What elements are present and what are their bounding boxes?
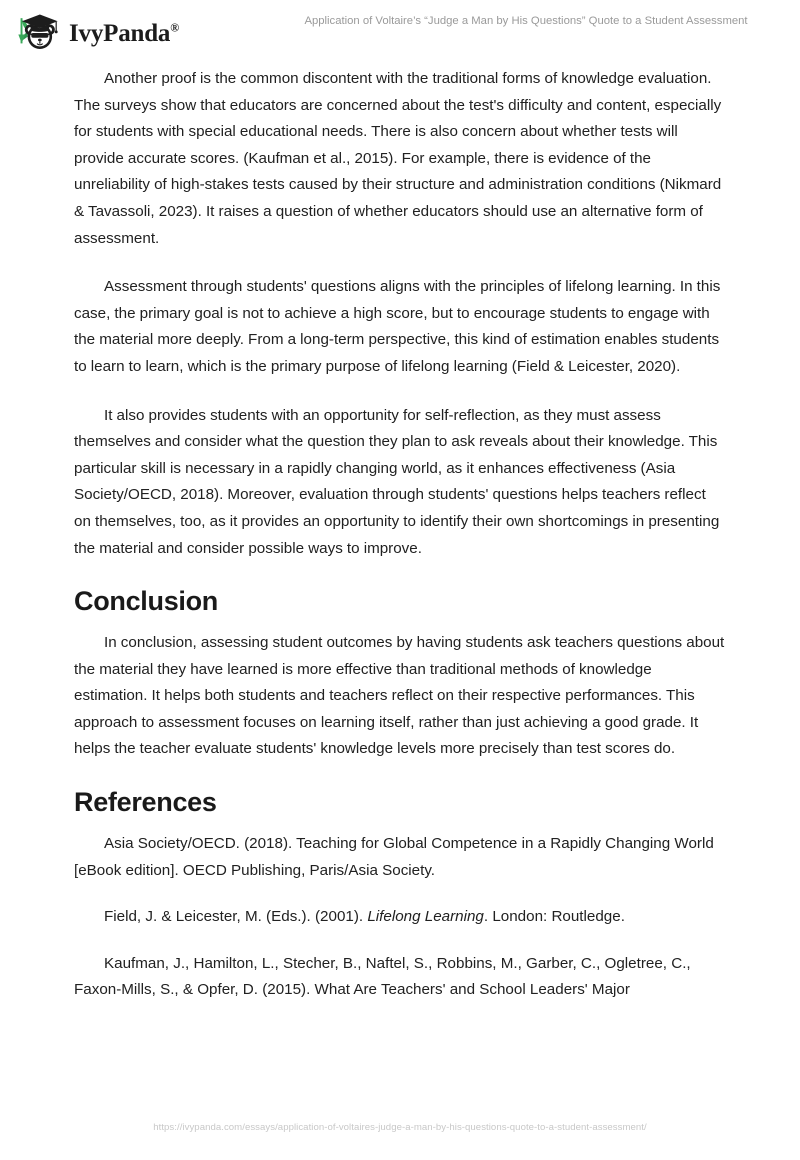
body-paragraph: Another proof is the common discontent with the traditional forms of knowledge evaluation. The surveys show that educators are concerned about the test's difficulty and content, especially for students with special educational needs. There is also concern about whether tests will provide accurate scores. (Kaufman et al., 2015). For example, there is evidence of the unreliability of high-stakes tests caused by their structure and administration conditions (Nikmard & Tavassoli, 2023). It raises a question of whether educators should use an alternative form of assessment.: [74, 70, 722, 247]
document-title-header: Application of Voltaire’s “Judge a Man by His Questions” Quote to a Student Assessment: [304, 15, 748, 27]
reference-title-italic: Lifelong Learning: [367, 908, 484, 926]
conclusion-paragraph: In conclusion, assessing student outcomes by having students ask teachers questions about the material they have learned is more effective than traditional methods of knowledge estimation. It helps both students and teachers reflect on their respective performances. This approach to assessment focuses on learning itself, rather than just achieving a good grade. It helps the teacher evaluate students' knowledge levels more precisely than test scores do.: [74, 634, 725, 758]
reference-entry: [74, 831, 726, 884]
brand-name: IvyPanda®: [69, 19, 179, 47]
reference-entry: [74, 951, 726, 1004]
reference-entry: [74, 904, 726, 931]
source-url[interactable]: https://ivypanda.com/essays/application-of-voltaires-judge-a-man-by-his-questions-quote-to-a-student-assessment/: [153, 1122, 647, 1133]
reference-text: Kaufman, J., Hamilton, L., Stecher, B., Naftel, S., Robbins, M., Garber, C., Ogletree, C., Faxon-Mills, S., & Opfer, D. (2015). What Are Teachers' and School Leaders' Major: [74, 954, 691, 999]
document-content: [74, 66, 726, 1024]
body-paragraph: It also provides students with an opportunity for self-reflection, as they must assess themselves and consider what the question they plan to ask reveals about their knowledge. This particular skill is necessary in a rapidly changing world, as it enhances effectiveness (Asia Society/OECD, 2018). Moreover, evaluation through students' questions helps teachers reflect on themselves, too, as it provides an opportunity to identify their own shortcomings in presenting the material and consider possible ways to improve.: [74, 406, 720, 557]
references-heading: References: [74, 787, 217, 818]
page-footer: [0, 1114, 800, 1160]
reference-text: Field, J. & Leicester, M. (Eds.). (2001).: [104, 908, 368, 926]
panda-graduate-logo-icon: [14, 10, 62, 56]
page-header: [0, 0, 800, 62]
reference-text: Asia Society/OECD. (2018). Teaching for Global Competence in a Rapidly Changing World [eBook edition]. OECD Publishing, Paris/Asia Society.: [74, 835, 714, 879]
brand-logo[interactable]: [14, 10, 179, 56]
registered-mark: ®: [170, 20, 179, 35]
body-paragraph: Assessment through students' questions aligns with the principles of lifelong learning. In this case, the primary goal is not to achieve a high score, but to encourage students to engage with the material more deeply. From a long-term perspective, this kind of estimation enables students to learn to learn, which is the primary purpose of lifelong learning (Field & Leicester, 2020).: [74, 278, 721, 375]
conclusion-heading: Conclusion: [74, 586, 218, 617]
reference-text-tail: . London: Routledge.: [483, 908, 625, 926]
